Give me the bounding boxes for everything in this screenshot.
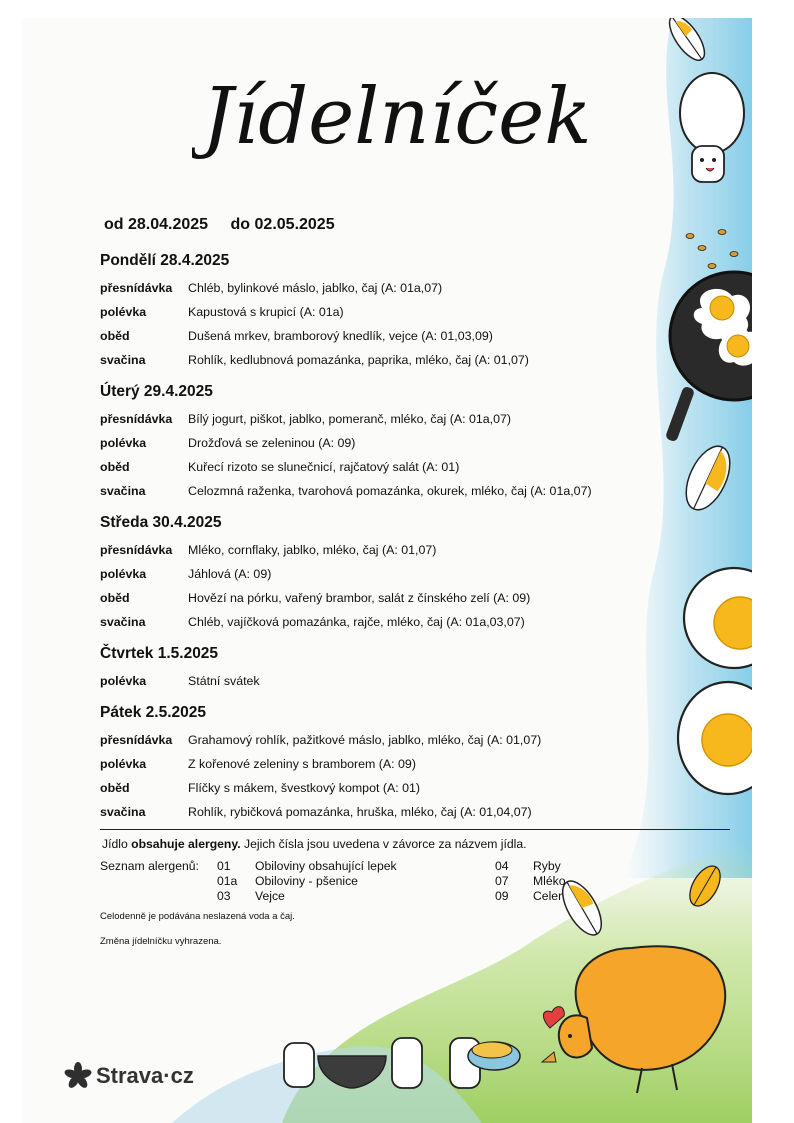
meal-row [100, 755, 416, 773]
strava-logo-icon [64, 1061, 92, 1091]
allergen-code: 07 [495, 874, 509, 888]
meal-text: Bílý jogurt, piškot, jablko, pomeranč, mléko, čaj (A: 01a,07) [188, 412, 511, 426]
meal-label: svačina [100, 615, 146, 629]
meal-text: Mléko, cornflaky, jablko, mléko, čaj (A: 01,07) [188, 543, 437, 557]
meal-text: Kuřecí rizoto se slunečnicí, rajčatový salát (A: 01) [188, 460, 460, 474]
meal-row [100, 327, 493, 345]
meal-text: Chléb, bylinkové máslo, jablko, čaj (A: 01a,07) [188, 281, 443, 295]
allergen-code: 01 [217, 859, 231, 873]
meal-label: přesnídávka [100, 281, 173, 295]
allergen-code: 09 [495, 889, 509, 903]
allergen-name: Obiloviny obsahující lepek [255, 859, 397, 873]
meal-row [100, 541, 436, 559]
meal-text: Kapustová s krupicí (A: 01a) [188, 305, 344, 319]
allergen-name: Obiloviny - pšenice [255, 874, 358, 888]
meal-label: polévka [100, 436, 147, 450]
meal-label: svačina [100, 805, 146, 819]
day-title: Úterý 29.4.2025 [100, 383, 213, 400]
meal-label: oběd [100, 591, 130, 605]
meal-label: oběd [100, 329, 130, 343]
allergen-code: 03 [217, 889, 231, 903]
meal-text: Z kořenové zeleniny s bramborem (A: 09) [188, 757, 416, 771]
meal-label: polévka [100, 674, 147, 688]
day-title: Pondělí 28.4.2025 [100, 252, 230, 269]
page-title [192, 48, 612, 198]
meal-row [100, 482, 592, 500]
meal-label: přesnídávka [100, 543, 173, 557]
change-note: Změna jídelníčku vyhrazena. [100, 936, 222, 947]
meal-row [100, 779, 420, 797]
allergen-name: Vejce [255, 889, 285, 903]
meal-label: svačina [100, 484, 146, 498]
meal-row [100, 731, 541, 749]
meal-row [100, 279, 442, 297]
date-range [104, 216, 335, 234]
meal-text: Hovězí na pórku, vařený brambor, salát z čínského zelí (A: 09) [188, 591, 531, 605]
allergen-list-label: Seznam alergenů: [100, 859, 199, 873]
meal-text: Drožďová se zeleninou (A: 09) [188, 436, 356, 450]
meal-label: svačina [100, 353, 146, 367]
meal-label: přesnídávka [100, 412, 173, 426]
divider [100, 829, 730, 830]
allergen-code: 04 [495, 859, 509, 873]
allergen-name: Ryby [533, 859, 561, 873]
meal-label: oběd [100, 460, 130, 474]
day-title: Čtvrtek 1.5.2025 [100, 645, 219, 662]
meal-text: Grahamový rohlík, pažitkové máslo, jablko, mléko, čaj (A: 01,07) [188, 733, 542, 747]
menu-sheet [22, 18, 752, 1123]
meal-text: Celozmná raženka, tvarohová pomazánka, okurek, mléko, čaj (A: 01a,07) [188, 484, 592, 498]
meal-row [100, 613, 525, 631]
meal-text: Rohlík, rybičková pomazánka, hruška, mléko, čaj (A: 01,04,07) [188, 805, 532, 819]
meal-row [100, 458, 459, 476]
meal-row [100, 589, 530, 607]
meal-text: Státní svátek [188, 674, 260, 688]
meal-label: polévka [100, 305, 147, 319]
meal-text: Rohlík, kedlubnová pomazánka, paprika, mléko, čaj (A: 01,07) [188, 353, 529, 367]
meal-row [100, 410, 511, 428]
water-note: Celodenně je podávána neslazená voda a čaj. [100, 911, 295, 922]
meal-row [100, 803, 532, 821]
meal-label: polévka [100, 567, 147, 581]
date-from: od 28.04.2025 [104, 216, 209, 233]
meal-row [100, 672, 260, 690]
allergen-note: Jídlo obsahuje alergeny. Jejich čísla jsou uvedena v závorce za názvem jídla. [102, 837, 527, 851]
allergen-name: Celer [533, 889, 563, 903]
meal-text: Flíčky s mákem, švestkový kompot (A: 01) [188, 781, 421, 795]
date-to: do 02.05.2025 [230, 216, 335, 233]
meal-label: přesnídávka [100, 733, 173, 747]
allergen-code: 01a [217, 874, 238, 888]
meal-row [100, 565, 271, 583]
meal-row [100, 351, 529, 369]
day-title: Pátek 2.5.2025 [100, 704, 207, 721]
meal-label: oběd [100, 781, 130, 795]
meal-text: Jáhlová (A: 09) [188, 567, 272, 581]
meal-text: Dušená mrkev, bramborový knedlík, vejce (A: 01,03,09) [188, 329, 493, 343]
allergen-name: Mléko [533, 874, 566, 888]
meal-row [100, 434, 355, 452]
meal-text: Chléb, vajíčková pomazánka, rajče, mléko, čaj (A: 01a,03,07) [188, 615, 525, 629]
day-title: Středa 30.4.2025 [100, 514, 222, 531]
meal-label: polévka [100, 757, 147, 771]
svg-text:Jídelníček: Jídelníček [202, 72, 592, 162]
strava-logo-text: Strava·cz [96, 1063, 194, 1088]
meal-row [100, 303, 344, 321]
